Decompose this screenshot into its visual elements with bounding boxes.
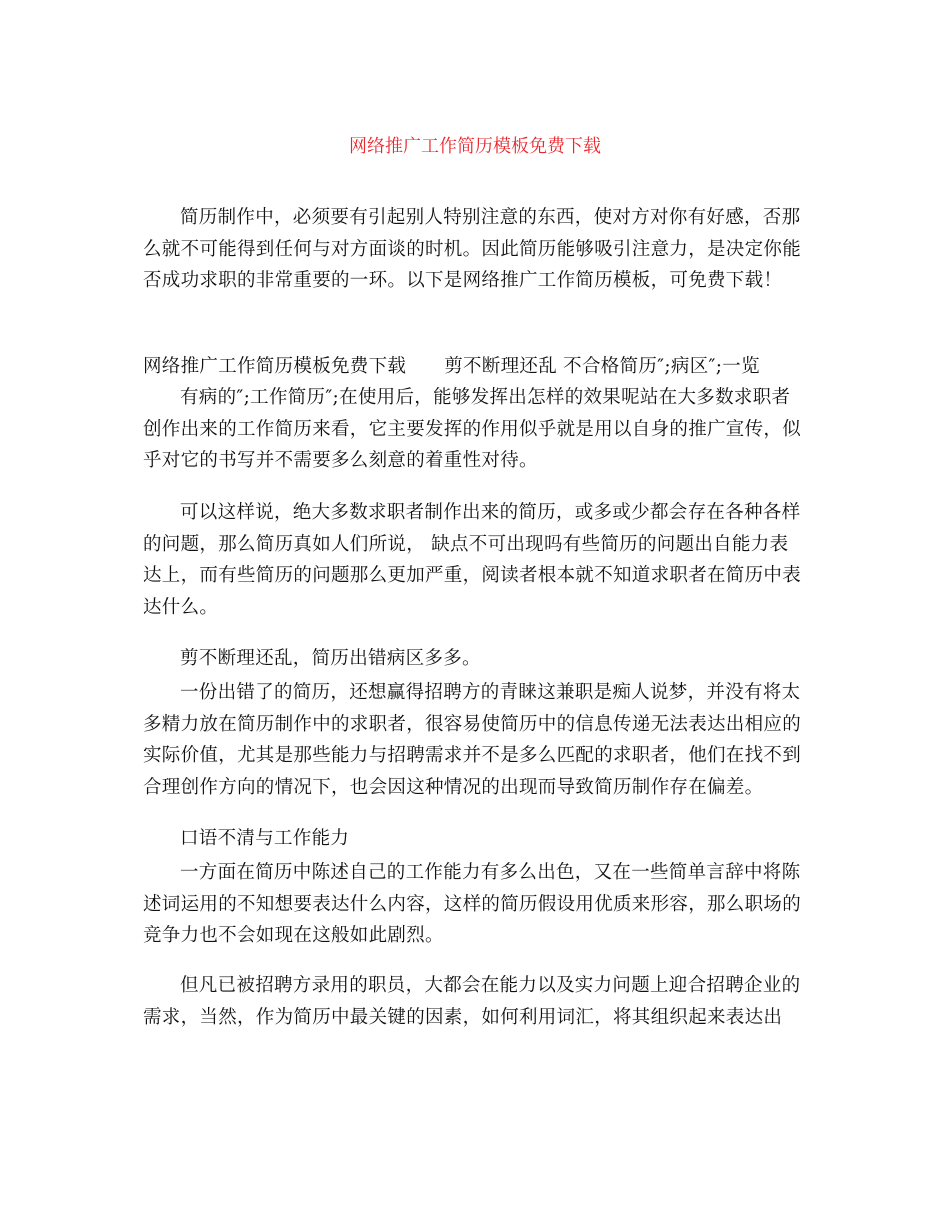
document-title: 网络推广工作简历模板免费下载 [349, 136, 601, 157]
intro-paragraph: 简历制作中，必须要有引起别人特别注意的东西，使对方对你有好感，否那么就不可能得到任何与对方面谈的时机。因此简历能够吸引注意力，是决定你能否成功求职的非常重要的一环。以下是网络推广工作简历模板，可免费下载！ [143, 207, 802, 291]
body-paragraph: 但凡已被招聘方录用的职员，大都会在能力以及实力问题上迎合招聘企业的需求，当然，作为简历中最关键的因素，如何利用词汇，将其组织起来表达出 [143, 975, 801, 1028]
subheading-line [143, 351, 823, 383]
body-paragraph: 可以这样说，绝大多数求职者制作出来的简历，或多或少都会存在各种各样的问题，那么简历真如人们所说， 缺点不可出现吗有些简历的问题出自能力表达上，而有些简历的问题那么更加严重，阅读者根本就不知道求职者在简历中表达什么。 [143, 502, 802, 618]
body-paragraph: 有病的″;工作简历″;在使用后，能够发挥出怎样的效果呢站在大多数求职者创作出来的工作简历来看，它主要发挥的作用似乎就是用以自身的推广宣传，似乎对它的书写并不需要多么刻意的着重性对待。 [143, 387, 802, 471]
body-paragraph: 一方面在简历中陈述自己的工作能力有多么出色，又在一些简单言辞中将陈述词运用的不知想要表达什么内容，这样的简历假设用优质来形容，那么职场的竞争力也不会如现在这般如此剧烈。 [143, 862, 802, 946]
subheading-right: 剪不断理还乱 不合格简历″;病区″;一览 [444, 356, 760, 377]
subheading-left: 网络推广工作简历模板免费下载 [143, 356, 407, 377]
body-paragraph: 口语不清与工作能力 [180, 828, 350, 849]
body-paragraph: 一份出错了的简历，还想赢得招聘方的青睐这兼职是痴人说梦，并没有将太多精力放在简历制作中的求职者，很容易使简历中的信息传递无法表达出相应的实际价值，尤其是那些能力与招聘需求并不是多么匹配的求职者，他们在找不到合理创作方向的情况下，也会因这种情况的出现而导致简历制作存在偏差。 [143, 682, 802, 798]
body-paragraph: 剪不断理还乱，简历出错病区多多。 [180, 648, 481, 669]
